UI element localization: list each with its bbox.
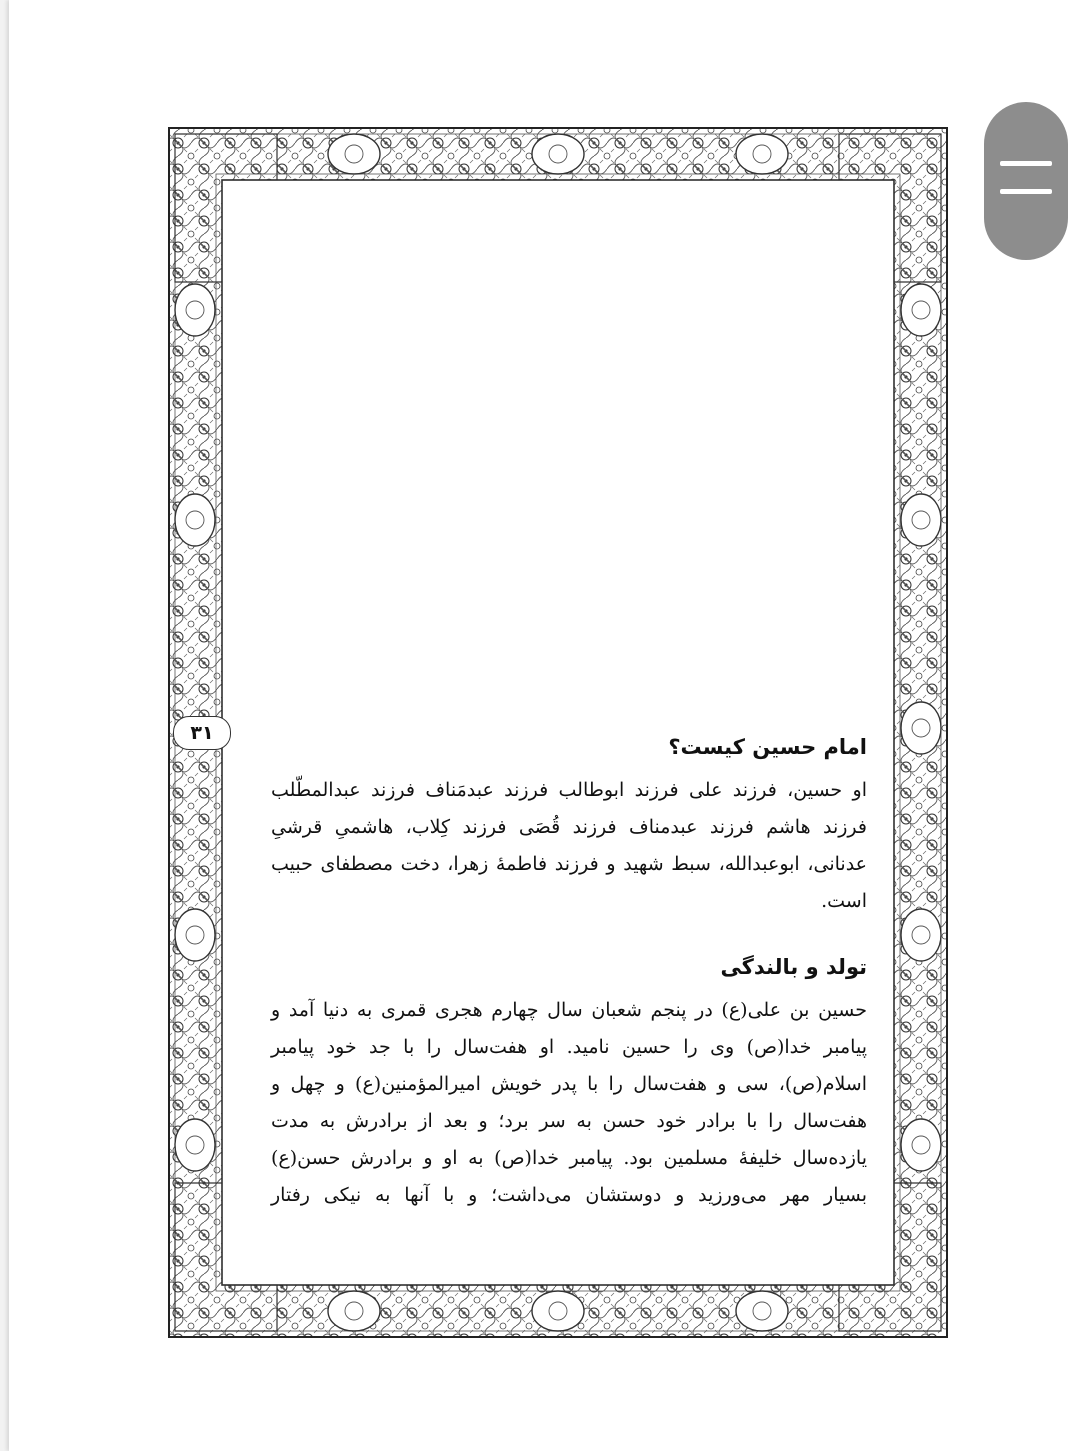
book-page (9, 0, 1080, 1451)
section-paragraph-who-is-imam-hussein: او حسین، فرزند علی فرزند ابوطالب فرزند عبدمَناف فرزند عبدالمطّلب فرزند هاشم فرزند عبدمناف فرزند قُصَی فرزند کِلاب، هاشمیِ قرشیِ عدنانی، ابوعبدالله، سبط شهید و فرزند فاطمهٔ زهرا، دخت مصطفای حبیب است. (271, 779, 867, 912)
section-paragraph-birth-and-growth: حسین بن علی(ع) در پنجم شعبان سال چهارم هجری قمری به دنیا آمد و پیامبر خدا(ص) وی را حسین نامید. او هفت‌سال را با جد خود پیامبر اسلام(ص)، سی و هفت‌سال را با پدر خویش امیرالمؤمنین(ع) و چهل و هفت‌سال را با برادر خود حسن به سر برد؛ و بعد از برادرش به مدت یازده‌سال خلیفهٔ مسلمین بود. پیامبر خدا(ص) به او و برادرش حسن(ع) بسیار مهر می‌ورزید و دوستشان می‌داشت؛ و با آنها به نیکی رفتار (271, 999, 867, 1206)
hamburger-icon (1000, 161, 1052, 166)
section-heading-who-is-imam-hussein: امام حسین کیست؟ (668, 735, 867, 759)
ornamental-border (9, 0, 1080, 1451)
page-number: ۳۱ (173, 716, 231, 750)
section-spacer (271, 920, 867, 950)
section-heading-birth-and-growth: تولد و بالندگی (720, 955, 867, 979)
hamburger-icon-bar (1000, 189, 1052, 194)
menu-toggle-button[interactable] (984, 102, 1068, 260)
page-content (271, 730, 867, 1214)
